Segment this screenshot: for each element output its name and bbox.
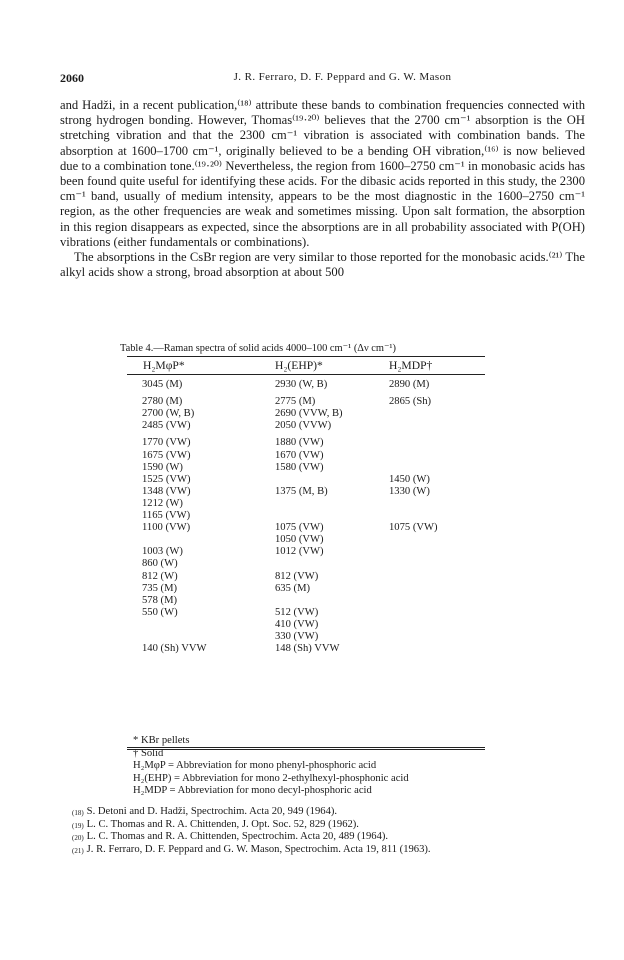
reference-number: (18) <box>72 809 84 817</box>
table-cell: 1100 (VW) <box>142 522 191 534</box>
table-cell: 1580 (VW) <box>275 461 324 473</box>
table-cell: 1165 (VW) <box>142 510 191 521</box>
table-cell: 1075 (VW) <box>275 522 324 534</box>
reference-number: (19) <box>72 821 84 830</box>
table-cell: 812 (VW) <box>275 570 319 582</box>
table-cell: 148 (Sh) VVW <box>275 643 340 655</box>
table-cell: 2865 (Sh) <box>389 396 432 408</box>
reference <box>72 831 572 844</box>
table-cell: 1330 (W) <box>389 485 430 497</box>
table-cell: 512 (VW) <box>275 606 319 618</box>
table-cell: 1050 (VW) <box>275 534 324 546</box>
raman-table <box>127 356 485 750</box>
table-cell: 635 (M) <box>275 582 311 594</box>
table-cell: 2050 (VVW) <box>275 420 332 432</box>
column-header: H₂MφP* <box>143 359 185 372</box>
table-cell: 1770 (VW) <box>142 437 191 449</box>
table-cell: 1075 (VW) <box>389 522 438 534</box>
running-title: J. R. Ferraro, D. F. Peppard and G. W. Mason <box>233 71 452 83</box>
table-footnotes <box>133 735 533 798</box>
reference-text: L. C. Thomas and R. A. Chittenden, Spectrochim. Acta 20, 489 (1964). <box>86 831 389 843</box>
table-cell: 140 (Sh) VVW <box>142 643 207 655</box>
table-cell: 1348 (VW) <box>142 485 191 497</box>
reference <box>72 806 572 819</box>
table-cell: 1675 (VW) <box>142 449 191 461</box>
table-cell: 578 (M) <box>142 594 178 606</box>
paragraph: The absorptions in the CsBr region are very similar to those reported for the monobasic acids.⁽²¹⁾ The alkyl acids show a strong, broad absorption at about 500 <box>60 250 585 280</box>
reference <box>72 844 572 857</box>
table-header-row <box>127 357 485 374</box>
table-footnote: * KBr pellets <box>133 735 190 746</box>
references <box>72 806 572 856</box>
table-cell: 1012 (VW) <box>275 546 324 558</box>
table-footnote: H₂(EHP) = Abbreviation for mono 2-ethylhexyl-phosphonic acid <box>133 772 409 784</box>
reference-text: J. R. Ferraro, D. F. Peppard and G. W. Mason, Spectrochim. Acta 19, 811 (1963). <box>86 843 431 855</box>
table-cell: 1670 (VW) <box>275 449 324 461</box>
table-cell: 812 (W) <box>142 570 178 582</box>
table-title: Table 4.—Raman spectra of solid acids 4000–100 cm⁻¹ (Δν cm⁻¹) <box>120 343 397 354</box>
reference <box>72 819 572 832</box>
table-cell: 1003 (W) <box>142 546 183 558</box>
table-cell: 2700 (W, B) <box>142 408 195 420</box>
table-cell: 3045 (M) <box>142 379 183 390</box>
body-text <box>60 98 585 280</box>
table-cell: 1880 (VW) <box>275 437 324 449</box>
table-cell: 410 (VW) <box>275 618 319 630</box>
table-cell: 2930 (W, B) <box>275 379 328 390</box>
table-cell: 2485 (VW) <box>142 420 191 432</box>
reference-text: S. Detoni and D. Hadži, Spectrochim. Acta 20, 949 (1964). <box>86 806 338 817</box>
reference-number: (20) <box>72 834 84 843</box>
column-header: H₂MDP† <box>389 359 433 372</box>
table-footnote: H₂MDP = Abbreviation for mono decyl-phosphoric acid <box>133 785 372 797</box>
table-cell: 735 (M) <box>142 582 178 594</box>
reference-text: L. C. Thomas and R. A. Chittenden, J. Opt. Soc. 52, 829 (1962). <box>86 818 359 830</box>
column-header: H₂(EHP)* <box>275 359 323 372</box>
table-cell: 1525 (VW) <box>142 473 191 485</box>
table-cell: 2780 (M) <box>142 396 183 408</box>
table-cell: 2775 (M) <box>275 396 316 408</box>
table-cell: 1450 (W) <box>389 473 430 485</box>
reference-number: (21) <box>72 846 84 855</box>
table-cell: 1375 (M, B) <box>275 485 328 497</box>
table-footnote: H₂MφP = Abbreviation for mono phenyl-phosphoric acid <box>133 760 377 772</box>
table-cell: 2890 (M) <box>389 379 430 390</box>
table-cell: 330 (VW) <box>275 631 319 642</box>
table-cell: 1590 (W) <box>142 461 183 473</box>
table-footnote: † Solid <box>133 747 164 759</box>
table-cell: 2690 (VVW, B) <box>275 408 343 420</box>
paragraph: and Hadži, in a recent publication,⁽¹⁸⁾ attribute these bands to combination frequencies connected with strong hydrogen bonding. However, Thomas⁽¹⁹·²⁰⁾ believes that the 2700 cm⁻¹ absorption is the OH stretching vibration and that the 2300 cm⁻¹ vibration is associated with combination bands. The absorption at 1600–1700 cm⁻¹, originally believed to be a bending OH vibration,⁽¹⁶⁾ is now believed due to a combination tone.⁽¹⁹·²⁰⁾ Nevertheless, the region from 1600–2750 cm⁻¹ in monobasic acids has been found quite useful for identifying these acids. For the dibasic acids reported in this study, the 2300 cm⁻¹ band, usually of medium intensity, appears to be the most diagnostic in the 1600–2750 cm⁻¹ region, as the other frequencies are weak and sometimes missing. Upon salt formation, the absorption in this region disappears as expected, since the absorptions are in all probability associated with P(OH) vibrations (either fundamentals or combinations). <box>60 98 585 249</box>
table-cell: 550 (W) <box>142 606 178 618</box>
running-head <box>60 71 585 87</box>
table-cell: 860 (W) <box>142 558 178 570</box>
table-body <box>127 375 485 747</box>
page-number: 2060 <box>60 71 84 85</box>
table-cell: 1212 (W) <box>142 497 183 509</box>
